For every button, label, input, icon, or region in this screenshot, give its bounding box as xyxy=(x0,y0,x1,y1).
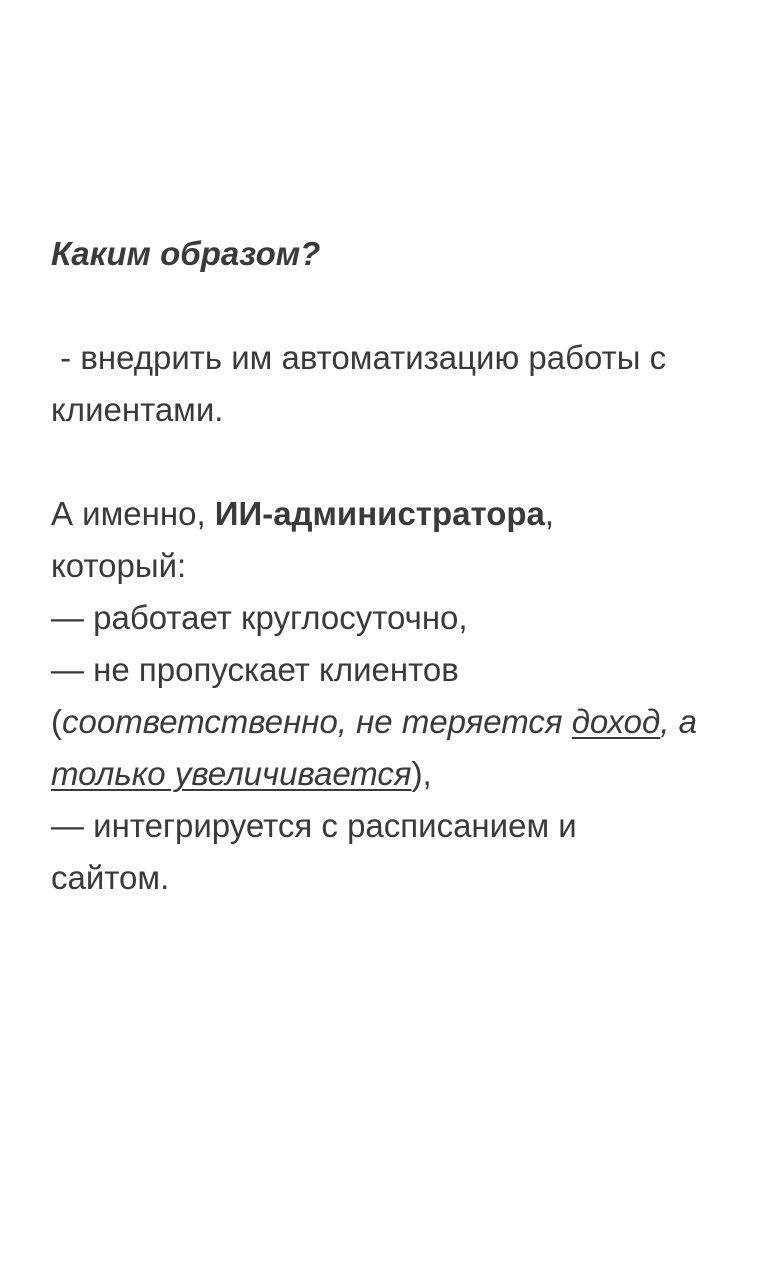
italic-note-line-1 xyxy=(51,696,731,748)
list-item-1: — работает круглосуточно, xyxy=(51,599,468,636)
spacer xyxy=(51,280,731,332)
intro-line-1: - внедрить им автоматизацию работы с xyxy=(51,339,667,376)
paren-close: ), xyxy=(411,755,432,792)
article-body xyxy=(51,228,731,904)
intro-paragraph xyxy=(51,332,731,436)
underlined-phrase: только увеличивается xyxy=(51,755,412,792)
lead-prefix: А именно, xyxy=(51,495,215,532)
italic-part-1: соответственно, не теряется xyxy=(62,703,572,740)
paren-open: ( xyxy=(51,703,62,740)
italic-part-2: , а xyxy=(660,703,697,740)
italic-note-line-2 xyxy=(51,748,731,800)
list-item-2: — не пропускает клиентов xyxy=(51,651,459,688)
main-paragraph xyxy=(51,488,731,904)
underlined-word: доход xyxy=(571,703,661,740)
lead-line xyxy=(51,488,731,540)
list-item-3-line-2: сайтом. xyxy=(51,859,170,896)
intro-line-2: клиентами. xyxy=(51,391,224,428)
lead-line-2: который: xyxy=(51,547,187,584)
list-item-3-line-1: — интегрируется с расписанием и xyxy=(51,807,577,844)
section-heading: Каким образом? xyxy=(51,235,321,272)
lead-bold-term: ИИ-администратора xyxy=(214,495,545,532)
spacer xyxy=(51,436,731,488)
lead-suffix: , xyxy=(544,495,555,532)
